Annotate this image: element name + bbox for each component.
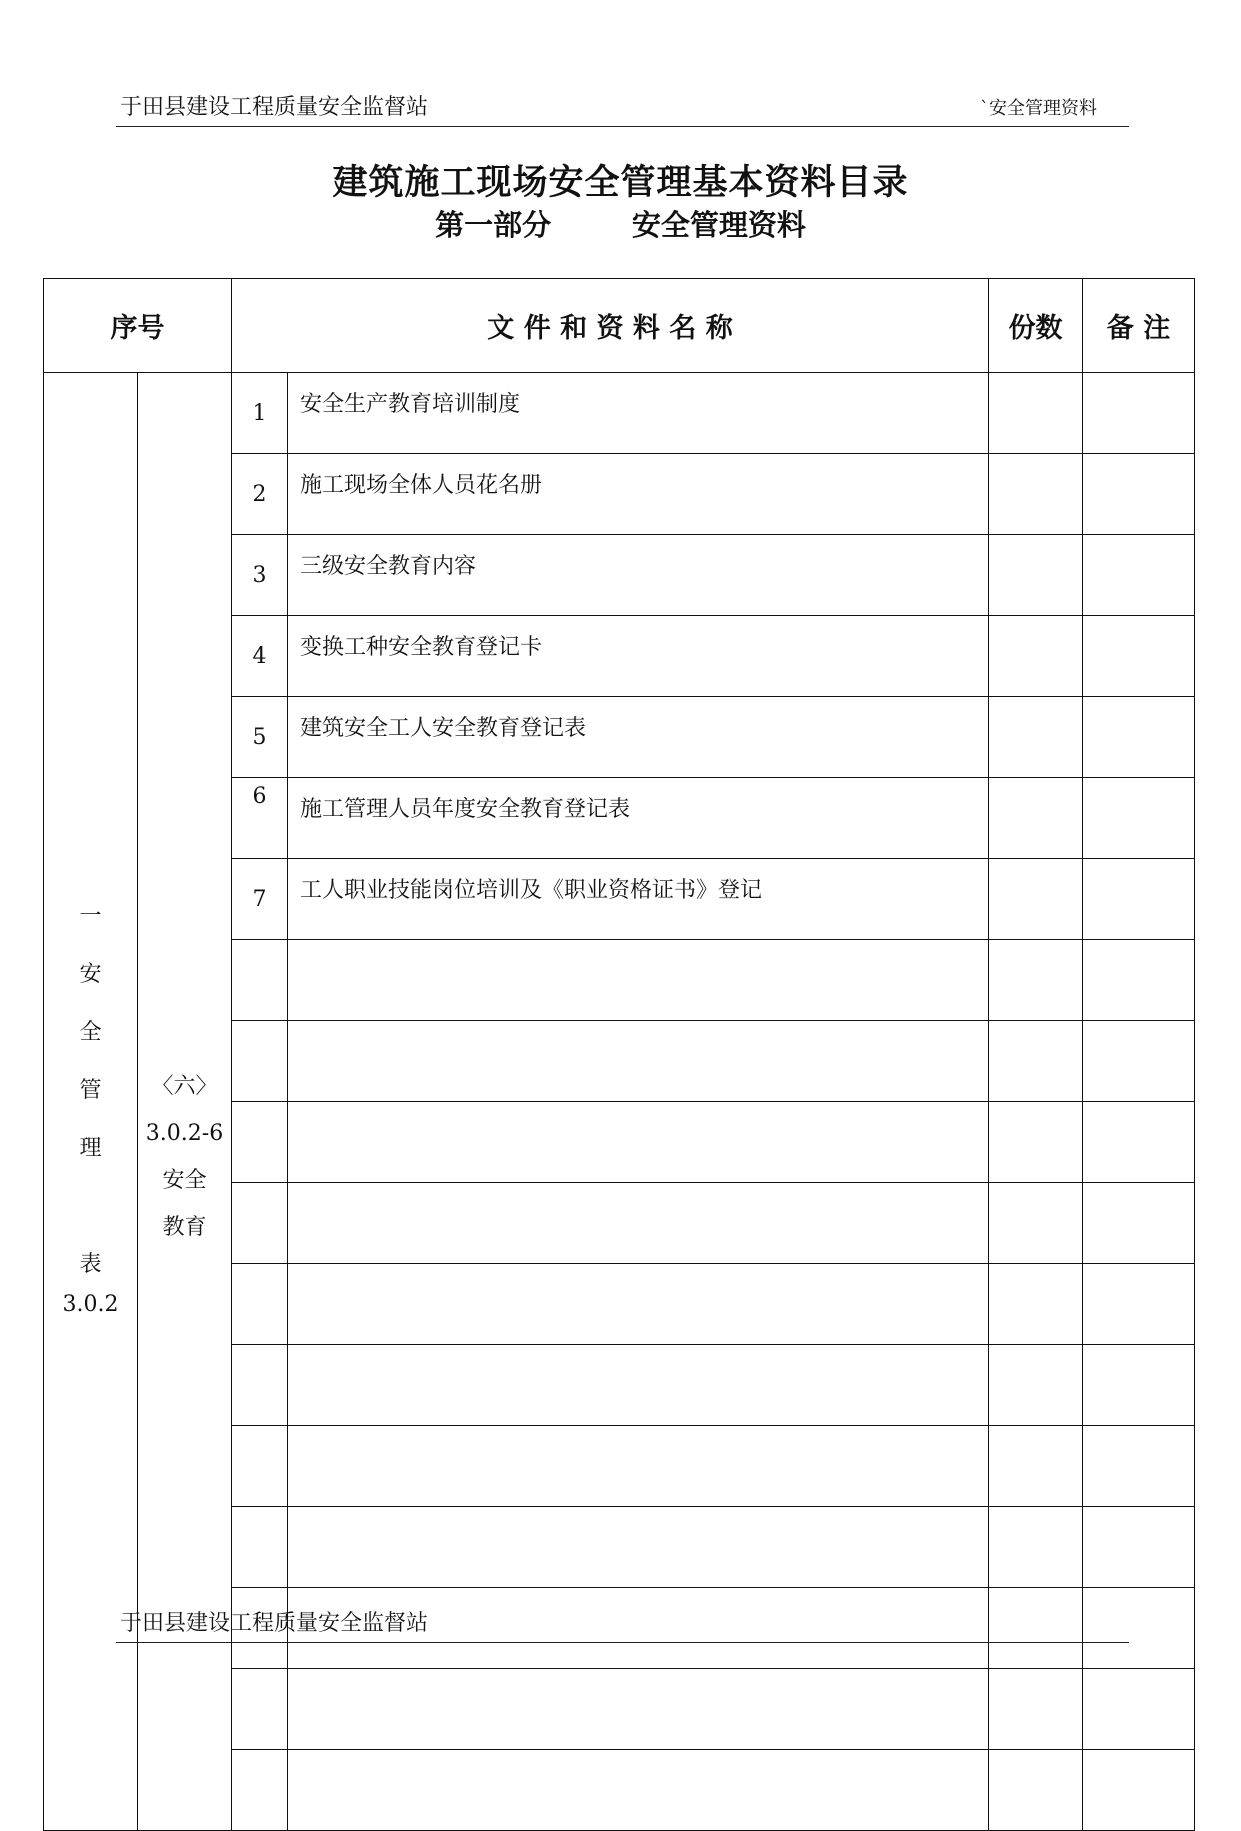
subtitle-name: 安全管理资料 [631, 208, 806, 242]
item-name [288, 940, 989, 1021]
item-name: 变换工种安全教育登记卡 [288, 616, 989, 697]
item-number [232, 1345, 288, 1426]
page-header [116, 90, 1129, 127]
subtitle-part: 第一部分 [435, 208, 552, 242]
item-number: 6 [232, 778, 288, 859]
item-remarks [1083, 616, 1195, 697]
item-name: 施工管理人员年度安全教育登记表 [288, 778, 989, 859]
item-copies [989, 697, 1083, 778]
category-char: 安 [79, 961, 102, 987]
item-remarks [1083, 1345, 1195, 1426]
item-name [288, 1021, 989, 1102]
category-dash: 一 [79, 903, 102, 929]
category-table-char: 表 [79, 1251, 102, 1277]
item-number [232, 1669, 288, 1750]
item-name [288, 1102, 989, 1183]
item-copies [989, 454, 1083, 535]
category-code: 3.0.2 [62, 1291, 119, 1317]
item-copies [989, 373, 1083, 454]
item-name: 施工现场全体人员花名册 [288, 454, 989, 535]
item-copies [989, 1264, 1083, 1345]
table-row [44, 373, 1195, 454]
item-number [232, 1183, 288, 1264]
category-char: 全 [79, 1019, 102, 1045]
item-copies [989, 1426, 1083, 1507]
item-number: 3 [232, 535, 288, 616]
item-copies [989, 1507, 1083, 1588]
item-remarks [1083, 535, 1195, 616]
footer-organization: 于田县建设工程质量安全监督站 [120, 1611, 429, 1636]
item-name [288, 1507, 989, 1588]
item-copies [989, 616, 1083, 697]
header-name: 文 件 和 资 料 名 称 [232, 279, 989, 373]
category-char: 管 [79, 1077, 102, 1103]
item-remarks [1083, 1507, 1195, 1588]
item-remarks [1083, 1426, 1195, 1507]
item-number: 4 [232, 616, 288, 697]
item-remarks [1083, 1669, 1195, 1750]
item-remarks [1083, 1021, 1195, 1102]
item-number [232, 940, 288, 1021]
item-remarks [1083, 1183, 1195, 1264]
item-number [232, 1426, 288, 1507]
item-copies [989, 1669, 1083, 1750]
subcategory-line1: 安全 [162, 1167, 207, 1193]
item-remarks [1083, 1264, 1195, 1345]
item-number [232, 1750, 288, 1831]
table-header-row [44, 279, 1195, 373]
header-remarks: 备 注 [1083, 279, 1195, 373]
item-copies [989, 1345, 1083, 1426]
item-number [232, 1264, 288, 1345]
item-number [232, 1021, 288, 1102]
item-copies [989, 778, 1083, 859]
category-char: 理 [79, 1135, 102, 1161]
item-copies [989, 940, 1083, 1021]
item-name [288, 1264, 989, 1345]
item-remarks [1083, 454, 1195, 535]
header-seq: 序号 [44, 279, 232, 373]
item-remarks [1083, 778, 1195, 859]
item-number [232, 1507, 288, 1588]
item-number [232, 1102, 288, 1183]
document-subtitle [0, 203, 1241, 244]
document-title: 建筑施工现场安全管理基本资料目录 [332, 162, 909, 203]
item-name [288, 1669, 989, 1750]
header-section: `安全管理资料 [980, 98, 1097, 119]
item-name: 建筑安全工人安全教育登记表 [288, 697, 989, 778]
catalog-table [43, 278, 1195, 1831]
subcategory-paren: 〈六〉 [151, 1073, 218, 1099]
item-remarks [1083, 697, 1195, 778]
item-copies [989, 535, 1083, 616]
item-copies [989, 1750, 1083, 1831]
item-remarks [1083, 859, 1195, 940]
item-name [288, 1183, 989, 1264]
category-gap [44, 1178, 137, 1236]
item-name [288, 1345, 989, 1426]
item-number: 7 [232, 859, 288, 940]
header-copies: 份数 [989, 279, 1083, 373]
item-copies [989, 1102, 1083, 1183]
item-copies [989, 1021, 1083, 1102]
header-organization: 于田县建设工程质量安全监督站 [120, 95, 429, 120]
item-name [288, 1750, 989, 1831]
item-number: 5 [232, 697, 288, 778]
item-name: 三级安全教育内容 [288, 535, 989, 616]
item-number: 1 [232, 373, 288, 454]
item-copies [989, 1183, 1083, 1264]
item-number: 2 [232, 454, 288, 535]
item-remarks [1083, 1750, 1195, 1831]
subcategory-code: 3.0.2-6 [145, 1120, 224, 1146]
item-remarks [1083, 940, 1195, 1021]
item-remarks [1083, 1102, 1195, 1183]
item-name: 安全生产教育培训制度 [288, 373, 989, 454]
subcategory-line2: 教育 [162, 1214, 207, 1240]
item-name [288, 1426, 989, 1507]
item-copies [989, 859, 1083, 940]
page-footer [116, 1606, 1129, 1643]
item-remarks [1083, 373, 1195, 454]
item-name: 工人职业技能岗位培训及《职业资格证书》登记 [288, 859, 989, 940]
